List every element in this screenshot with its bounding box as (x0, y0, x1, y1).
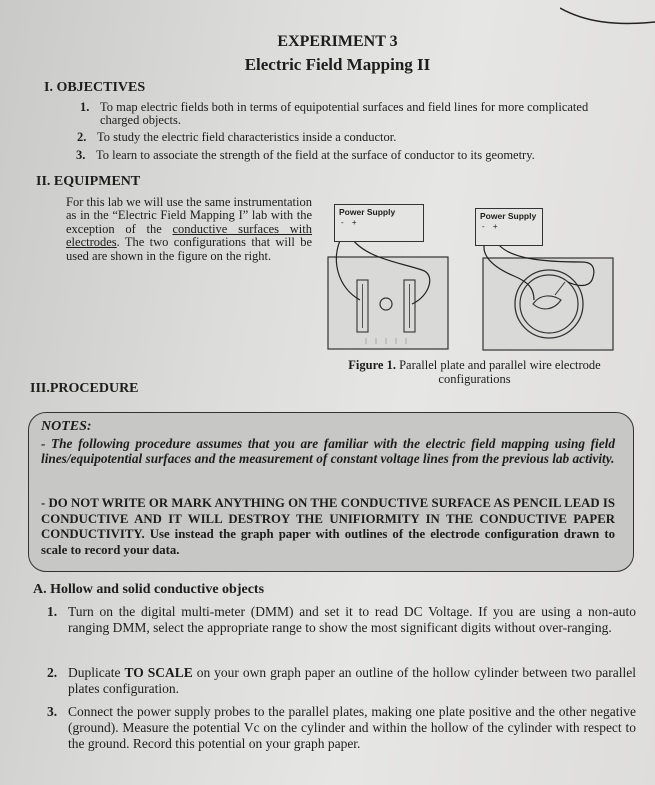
equipment-heading: II. EQUIPMENT (36, 174, 141, 189)
objective-text: To map electric fields both in terms of equipotential surfaces and field lines for more complicated charged objects. (100, 100, 589, 127)
notes-box (28, 412, 634, 572)
step-number: 1. (47, 604, 58, 619)
notes-title: NOTES: (41, 419, 92, 434)
procedure-step-2 (47, 665, 636, 697)
equipment-text: For this lab we will use the same instrumentation as in the “Electric Field Mapping I” lab with the exception of the (66, 195, 312, 236)
objective-number: 2. (77, 130, 87, 144)
power-supply-box-right (475, 208, 543, 246)
step-number: 2. (47, 665, 58, 680)
objective-item-2 (77, 130, 607, 144)
figure-caption (332, 358, 617, 386)
figure-caption-label: Figure 1. (348, 358, 396, 372)
polarity-label: - + (482, 222, 501, 231)
procedure-heading: III.PROCEDURE (30, 381, 139, 396)
equipment-paragraph (66, 196, 312, 263)
objective-item-1 (80, 100, 608, 127)
objective-text: To learn to associate the strength of the field at the surface of conductor to its geometry. (96, 148, 535, 162)
note-warning: - DO NOT WRITE OR MARK ANYTHING ON THE CONDUCTIVE SURFACE AS PENCIL LEAD IS CONDUCTIVE AND IT WILL DESTROY THE UNIFIORMITY IN THE CONDUCTIVE PAPER CONDUCTIVITY. Use instead the graph paper with outlines of the electrode configuration drawn to scale to record your data. (41, 496, 615, 557)
power-supply-box-left (334, 204, 424, 242)
objectives-heading: I. OBJECTIVES (44, 80, 146, 95)
power-supply-label: Power Supply (339, 207, 396, 217)
equipment-text-end: . The two configurations that will be used are shown in the figure on the right. (66, 235, 312, 263)
step-text: Connect the power supply probes to the parallel plates, making one plate positive and the other negative (ground). Measure the potential Vc on the cylinder and within the hollow of the cylinder with respect to the ground. Record this potential on your graph paper. (68, 704, 636, 751)
experiment-number: EXPERIMENT 3 (277, 33, 398, 50)
polarity-label: - + (341, 218, 360, 227)
objective-number: 1. (80, 100, 90, 114)
page-title: Electric Field Mapping II (244, 55, 431, 74)
power-supply-label: Power Supply (480, 211, 537, 221)
step-text: Turn on the digital multi-meter (DMM) and set it to read DC Voltage. If you are using a non-auto ranging DMM, select the appropriate range to show the most significant digits without over-ranging. (68, 604, 636, 635)
step-text-end: on your own graph paper an outline of the hollow cylinder between two parallel plates configuration. (68, 665, 636, 696)
procedure-step-3 (47, 704, 636, 752)
section-a-heading: A. Hollow and solid conductive objects (33, 582, 265, 597)
step-number: 3. (47, 704, 58, 719)
figure-caption-text: Parallel plate and parallel wire electrode configurations (395, 358, 601, 386)
step-text: Duplicate (68, 665, 125, 680)
objective-text: To study the electric field characteristics inside a conductor. (97, 130, 397, 144)
equipment-underlined-text: conductive surfaces with electrodes (66, 221, 312, 250)
objective-item-3 (76, 148, 608, 162)
note-familiarity: - The following procedure assumes that you are familiar with the electric field mapping using field lines/equipotential surfaces and the measurement of constant voltage lines from the previous lab activity. (41, 436, 615, 466)
objective-number: 3. (76, 148, 86, 162)
procedure-step-1 (47, 604, 636, 636)
step-bold-text: TO SCALE (124, 665, 193, 680)
